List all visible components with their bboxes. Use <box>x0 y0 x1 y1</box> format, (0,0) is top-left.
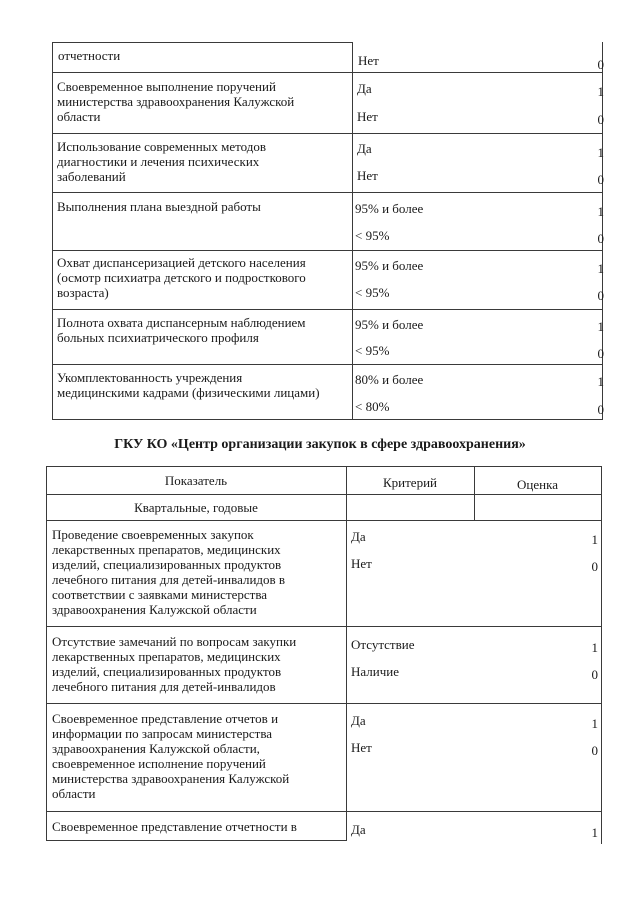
indicator-text: Своевременное выполнение поручений <box>57 79 276 94</box>
indicator-text: соответствии с заявками министерства <box>52 587 268 602</box>
criterion-text: < 95% <box>355 285 390 300</box>
indicator-text: Охват диспансеризацией детского населения <box>57 255 306 270</box>
indicator-text: отчетности <box>58 48 121 63</box>
indicator-text: изделий, специализированных продуктов <box>52 664 282 679</box>
indicator-text: Отсутствие замечаний по вопросам закупки <box>52 634 297 649</box>
header-indicator: Показатель <box>164 473 228 488</box>
indicator-text: диагностики и лечения психических <box>57 154 260 169</box>
indicator-text: информации по запросам министерства <box>52 726 273 741</box>
criterion-text: 95% и более <box>355 258 424 273</box>
criterion-text: Да <box>351 529 366 544</box>
indicator-text: лекарственных препаратов, медицинских <box>52 649 281 664</box>
indicator-text: лечебного питания для детей-инвалидов <box>52 679 276 694</box>
indicator-text: министерства здравоохранения Калужской <box>57 94 295 109</box>
indicator-text: здравоохранения Калужской области <box>52 602 257 617</box>
indicator-text: Своевременное представление отчетности в <box>52 819 297 834</box>
criterion-text: 80% и более <box>355 372 424 387</box>
criterion-text: Нет <box>357 109 378 124</box>
header-criterion: Критерий <box>383 475 437 490</box>
score-text: 1 <box>591 640 598 655</box>
criterion-text: < 95% <box>355 228 390 243</box>
score-text: 1 <box>597 204 604 219</box>
indicator-text: области <box>57 109 101 124</box>
score-text: 0 <box>597 172 604 187</box>
score-text: 0 <box>597 346 604 361</box>
score-text: 1 <box>597 84 604 99</box>
criterion-text: 95% и более <box>355 317 424 332</box>
score-text: 0 <box>591 743 598 758</box>
score-text: 0 <box>597 288 604 303</box>
indicator-text: больных психиатрического профиля <box>57 330 259 345</box>
score-text: 1 <box>591 716 598 731</box>
criterion-text: Нет <box>358 53 379 68</box>
criterion-text: Наличие <box>351 664 399 679</box>
indicator-text: возраста) <box>57 285 109 300</box>
section-title: ГКУ КО «Центр организации закупок в сфере здравоохранения» <box>114 437 526 452</box>
indicator-text: медицинскими кадрами (физическими лицами) <box>57 385 320 400</box>
criterion-text: Да <box>357 141 372 156</box>
score-text: 0 <box>597 112 604 127</box>
indicator-text: Выполнения плана выездной работы <box>57 199 261 214</box>
criterion-text: Нет <box>351 740 372 755</box>
indicator-text: заболеваний <box>57 169 126 184</box>
indicator-text: своевременное исполнение поручений <box>52 756 266 771</box>
indicator-text: Полнота охвата диспансерным наблюдением <box>57 315 306 330</box>
score-text: 0 <box>597 402 604 417</box>
score-text: 1 <box>597 374 604 389</box>
score-text: 0 <box>597 57 604 72</box>
indicator-text: лекарственных препаратов, медицинских <box>52 542 281 557</box>
criterion-text: 95% и более <box>355 201 424 216</box>
score-text: 1 <box>591 532 598 547</box>
indicator-text: Проведение своевременных закупок <box>52 527 254 542</box>
score-text: 0 <box>597 231 604 246</box>
indicator-text: министерства здравоохранения Калужской <box>52 771 290 786</box>
indicator-text: изделий, специализированных продуктов <box>52 557 282 572</box>
indicator-text: лечебного питания для детей-инвалидов в <box>52 572 286 587</box>
indicator-text: (осмотр психиатра детского и подросткового <box>57 270 306 285</box>
criterion-text: Да <box>351 822 366 837</box>
score-text: 0 <box>591 559 598 574</box>
score-text: 0 <box>591 667 598 682</box>
criterion-text: Да <box>351 713 366 728</box>
header-score: Оценка <box>517 477 558 492</box>
indicator-text: области <box>52 786 96 801</box>
score-text: 1 <box>597 319 604 334</box>
criterion-text: < 95% <box>355 343 390 358</box>
score-text: 1 <box>591 825 598 840</box>
score-text: 1 <box>597 145 604 160</box>
indicator-text: Использование современных методов <box>57 139 267 154</box>
period-label: Квартальные, годовые <box>134 500 258 515</box>
indicator-text: здравоохранения Калужской области, <box>52 741 260 756</box>
criterion-text: < 80% <box>355 399 390 414</box>
criterion-text: Нет <box>357 168 378 183</box>
score-text: 1 <box>597 261 604 276</box>
criterion-text: Нет <box>351 556 372 571</box>
criterion-text: Отсутствие <box>351 637 415 652</box>
criterion-text: Да <box>357 81 372 96</box>
indicator-text: Своевременное представление отчетов и <box>52 711 279 726</box>
indicator-text: Укомплектованность учреждения <box>57 370 243 385</box>
